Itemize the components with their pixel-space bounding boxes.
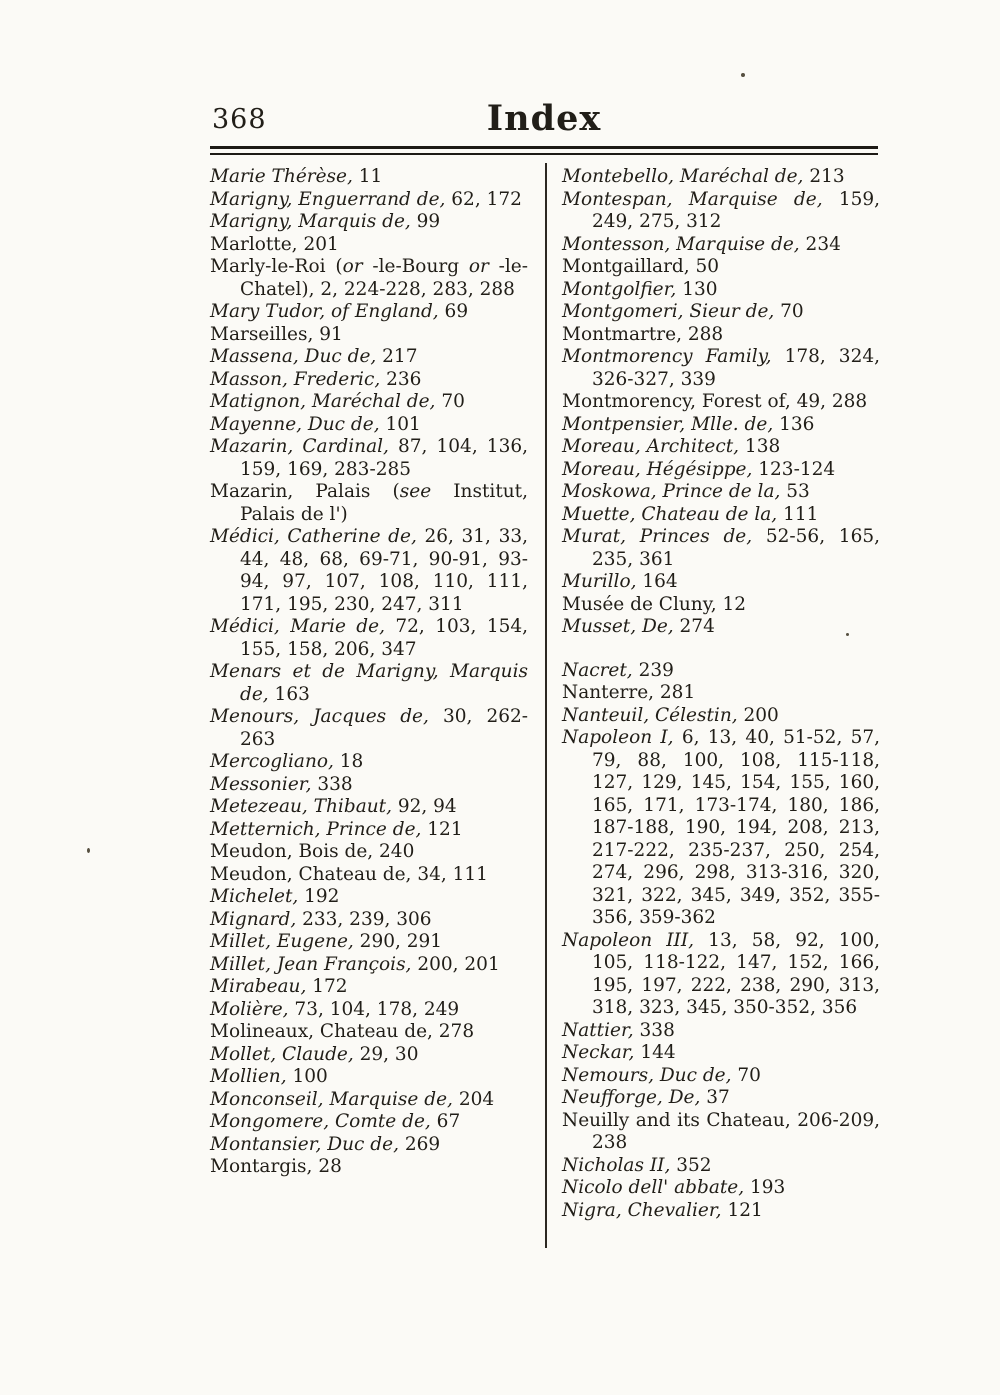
- index-entry: [562, 391, 880, 414]
- index-entry: [210, 976, 528, 999]
- index-entry: [562, 324, 880, 347]
- entry-name: Montgomeri, Sieur de,: [562, 301, 775, 322]
- entry-name: Montespan, Marquise de,: [562, 188, 823, 210]
- index-entry: [562, 727, 880, 930]
- entry-name: Muette, Chateau de la,: [562, 503, 778, 525]
- entry-text: Mazarin, Palais (: [210, 481, 400, 502]
- entry-text: Meudon, Chateau de, 34, 111: [210, 863, 488, 885]
- index-entry: [562, 414, 880, 437]
- index-entry: [562, 166, 880, 189]
- index-entry: [562, 189, 880, 234]
- entry-text: 338: [311, 773, 353, 795]
- entry-text: -le-Chatel), 2, 224-228, 283, 288: [240, 256, 529, 300]
- index-entry: [210, 886, 528, 909]
- index-entry: [210, 999, 528, 1022]
- entry-text: Nanterre, 281: [562, 682, 696, 703]
- index-entry: [562, 1110, 880, 1155]
- entry-name: Marigny, Marquis de,: [210, 211, 411, 232]
- index-entry: [562, 346, 880, 391]
- entry-text: 236: [380, 368, 422, 390]
- entry-name: Mary Tudor, of England,: [210, 301, 439, 322]
- entry-name: Molière,: [210, 998, 289, 1020]
- index-entry: [210, 189, 528, 212]
- entry-name: Montmorency Family,: [562, 346, 772, 367]
- entry-name: Mollien,: [210, 1066, 287, 1087]
- entry-text: 73, 104, 178, 249: [288, 998, 460, 1020]
- entry-name: Montansier, Duc de,: [210, 1133, 399, 1155]
- entry-text: 164: [636, 571, 678, 592]
- entry-text: 18: [333, 751, 364, 772]
- entry-name: Michelet,: [210, 886, 299, 907]
- entry-name: Nattier,: [562, 1019, 634, 1041]
- index-entry: [210, 481, 528, 526]
- entry-name: Murat, Princes de,: [562, 526, 753, 547]
- index-entry: [562, 504, 880, 527]
- index-entry: [562, 594, 880, 617]
- index-entry: [562, 481, 880, 504]
- scan-speck: [741, 73, 745, 77]
- entry-text: 70: [435, 391, 465, 412]
- index-entry: [210, 234, 528, 257]
- entry-text: Marlotte, 201: [210, 233, 339, 255]
- entry-text: Montgaillard, 50: [562, 256, 720, 277]
- entry-name: Napoleon I,: [562, 727, 674, 748]
- entry-name: Masson, Frederic,: [210, 368, 381, 390]
- entry-text: 192: [298, 886, 340, 907]
- index-entry: [210, 706, 528, 751]
- index-entry: [210, 324, 528, 347]
- entry-name: Massena, Duc de,: [210, 346, 377, 367]
- index-entry: [562, 682, 880, 705]
- entry-text: 193: [744, 1177, 786, 1198]
- index-entry: [562, 436, 880, 459]
- index-entry: [562, 459, 880, 482]
- index-entry: [210, 391, 528, 414]
- index-entry: [210, 841, 528, 864]
- index-entry: [210, 954, 528, 977]
- index-entry: [210, 1089, 528, 1112]
- index-entry: [210, 1111, 528, 1134]
- scan-speck: [87, 848, 90, 853]
- index-entry: [210, 1156, 528, 1179]
- entry-text: 52-56, 165, 235, 361: [592, 526, 881, 570]
- index-entry: [210, 256, 528, 301]
- entry-text: 53: [780, 481, 810, 502]
- entry-name: Metezeau, Thibaut,: [210, 796, 392, 817]
- column-divider: [545, 163, 547, 1248]
- index-entry: [562, 1200, 880, 1223]
- entry-text: 30, 262-263: [240, 706, 529, 750]
- index-column-right: [562, 166, 880, 1222]
- index-entry: [210, 346, 528, 369]
- index-entry: [210, 436, 528, 481]
- index-entry: [210, 1134, 528, 1157]
- entry-text: Meudon, Bois de, 240: [210, 841, 415, 862]
- entry-text: 70: [774, 301, 804, 322]
- entry-text: Marly-le-Roi (: [210, 256, 343, 277]
- entry-text: 130: [676, 278, 718, 300]
- index-entry: [210, 616, 528, 661]
- entry-name: Médici, Marie de,: [210, 616, 385, 637]
- entry-text: 138: [739, 436, 781, 457]
- index-entry: [562, 234, 880, 257]
- entry-text: 121: [721, 1199, 763, 1221]
- entry-text: -le-Bourg: [362, 256, 469, 277]
- index-entry: [210, 301, 528, 324]
- entry-text: 200, 201: [411, 953, 500, 975]
- entry-name: Montgolfier,: [562, 278, 677, 300]
- index-entry: [210, 166, 528, 189]
- entry-name: Mignard,: [210, 908, 297, 930]
- entry-text: Musée de Cluny, 12: [562, 593, 746, 615]
- entry-name: Millet, Jean François,: [210, 953, 412, 975]
- entry-name: Murillo,: [562, 571, 637, 592]
- entry-name: Monconseil, Marquise de,: [210, 1088, 453, 1110]
- entry-text: 11: [352, 166, 383, 187]
- entry-text: 13, 58, 92, 100, 105, 118-122, 147, 152, 166, 195, 197, 222, 238, 290, 313, 318, 323, 345, 350-352, 356: [592, 929, 880, 1018]
- header-rule-top: [210, 146, 878, 149]
- index-entry: [210, 1066, 528, 1089]
- entry-name: Marie Thérèse,: [210, 166, 353, 187]
- entry-name: Nigra, Chevalier,: [562, 1199, 722, 1221]
- entry-text: 239: [632, 659, 674, 681]
- entry-text: 213: [803, 166, 845, 187]
- entry-name: Metternich, Prince de,: [210, 818, 422, 840]
- entry-name: Montebello, Maréchal de,: [562, 166, 804, 187]
- index-entry: [562, 1155, 880, 1178]
- entry-name: Napoleon III,: [562, 929, 695, 951]
- entry-text: 290, 291: [353, 931, 443, 952]
- index-entry: [562, 301, 880, 324]
- index-entry: [210, 796, 528, 819]
- entry-name: Nacret,: [562, 659, 633, 681]
- index-entry: [562, 705, 880, 728]
- scan-speck: [846, 633, 849, 636]
- entry-name: Neckar,: [562, 1042, 635, 1063]
- entry-name: Mirabeau,: [210, 976, 307, 997]
- entry-text: Montargis, 28: [210, 1156, 342, 1177]
- index-entry: [210, 414, 528, 437]
- entry-name: Matignon, Maréchal de,: [210, 391, 436, 412]
- entry-name: Menars et de Marigny, Marquis de,: [210, 661, 528, 705]
- entry-text: Marseilles, 91: [210, 323, 343, 345]
- entry-text: 121: [421, 818, 463, 840]
- entry-name: Menours, Jacques de,: [210, 706, 429, 727]
- entry-text: 217: [376, 346, 418, 367]
- entry-name: Marigny, Enguerrand de,: [210, 188, 446, 210]
- entry-name: Moskowa, Prince de la,: [562, 481, 781, 502]
- index-entry: [562, 256, 880, 279]
- entry-name: Mongomere, Comte de,: [210, 1111, 431, 1132]
- entry-name: Musset, De,: [562, 616, 674, 637]
- entry-name: Nicolo dell' abbate,: [562, 1177, 745, 1198]
- index-entry: [210, 751, 528, 774]
- index-column-left: [210, 166, 528, 1179]
- index-entry: [210, 1044, 528, 1067]
- entry-text: Molineaux, Chateau de, 278: [210, 1021, 475, 1042]
- entry-text: 67: [430, 1111, 461, 1132]
- entry-name: Mayenne, Duc de,: [210, 413, 380, 435]
- entry-text: 87, 104, 136, 159, 169, 283-285: [240, 436, 528, 480]
- entry-text: 204: [452, 1088, 495, 1110]
- index-entry: [210, 661, 528, 706]
- entry-text: 92, 94: [391, 796, 457, 817]
- entry-name: Mazarin, Cardinal,: [210, 436, 389, 457]
- page-title: Index: [486, 98, 602, 139]
- entry-text: 6, 13, 40, 51-52, 57, 79, 88, 100, 108, 115-118, 127, 129, 145, 154, 155, 160, 165, 171, 173-174, 180, 186, 187-188, 190, 194, 208, 213, 217-222, 235-237, 250, 254, 274, 296, 298, 313-316, 320, 321, 322, 345, 349, 352, 355-356, 359-362: [592, 727, 881, 928]
- index-entry: [562, 571, 880, 594]
- header-rule-bottom: [210, 153, 878, 155]
- entry-text: 163: [268, 683, 310, 705]
- entry-name: Montesson, Marquise de,: [562, 233, 800, 255]
- entry-text: 159, 249, 275, 312: [592, 188, 881, 232]
- entry-text: 234: [799, 233, 841, 255]
- index-entry: [210, 774, 528, 797]
- entry-text: Montmorency, Forest of, 49, 288: [562, 391, 868, 412]
- entry-name: Neufforge, De,: [562, 1087, 701, 1108]
- entry-text: Institut, Palais de l'): [240, 481, 528, 525]
- entry-text: 99: [410, 211, 441, 232]
- entry-text: 200: [737, 704, 779, 726]
- entry-text: 62, 172: [445, 188, 522, 210]
- entry-name: Messonier,: [210, 773, 312, 795]
- entry-text: 70: [731, 1064, 761, 1086]
- entry-name: see: [399, 481, 432, 502]
- entry-text: Neuilly and its Chateau, 206-209, 238: [562, 1109, 880, 1153]
- index-entry: [562, 1177, 880, 1200]
- entry-name: Montpensier, Mlle. de,: [562, 413, 774, 435]
- entry-text: 101: [379, 413, 421, 435]
- entry-text: 233, 239, 306: [296, 908, 432, 930]
- entry-text: 136: [773, 413, 815, 435]
- entry-name: Mollet, Claude,: [210, 1043, 354, 1065]
- entry-text: 111: [777, 503, 819, 525]
- entry-text: 144: [634, 1042, 676, 1063]
- entry-name: Nicholas II,: [562, 1154, 671, 1176]
- entry-text: 172: [306, 976, 348, 997]
- index-entry: [562, 526, 880, 571]
- index-entry: [210, 211, 528, 234]
- entry-text: 100: [286, 1066, 328, 1087]
- entry-name: Moreau, Hégésippe,: [562, 458, 753, 480]
- index-entry: [562, 279, 880, 302]
- index-entry: [562, 1042, 880, 1065]
- entry-text: 29, 30: [353, 1043, 419, 1065]
- entry-name: Nanteuil, Célestin,: [562, 704, 738, 726]
- entry-text: 26, 31, 33, 44, 48, 68, 69-71, 90-91, 93-94, 97, 107, 108, 110, 111, 171, 195, 230, 247, 311: [240, 526, 528, 615]
- entry-text: 338: [633, 1019, 675, 1041]
- entry-name: Moreau, Architect,: [562, 436, 740, 457]
- entry-name: Millet, Eugene,: [210, 931, 354, 952]
- entry-name: Mercogliano,: [210, 751, 334, 772]
- index-entry: [210, 526, 528, 616]
- index-entry: [562, 616, 880, 639]
- entry-text: 37: [700, 1087, 730, 1108]
- entry-text: 269: [398, 1133, 441, 1155]
- entry-text: 69: [438, 301, 469, 322]
- index-entry: [562, 1065, 880, 1088]
- index-entry: [210, 1021, 528, 1044]
- entry-name: Médici, Catherine de,: [210, 526, 417, 547]
- entry-text: 123-124: [752, 458, 836, 480]
- index-entry: [210, 931, 528, 954]
- index-entry: [562, 930, 880, 1020]
- index-entry: [210, 819, 528, 842]
- entry-text: Montmartre, 288: [562, 323, 724, 345]
- entry-name: or: [468, 256, 489, 277]
- index-entry: [562, 1087, 880, 1110]
- page-number: 368: [212, 104, 267, 135]
- entry-text: 72, 103, 154, 155, 158, 206, 347: [240, 616, 529, 660]
- entry-name: Nemours, Duc de,: [562, 1064, 732, 1086]
- entry-text: 352: [670, 1154, 712, 1176]
- entry-text: 274: [673, 616, 715, 637]
- index-entry: [210, 369, 528, 392]
- index-entry: [562, 660, 880, 683]
- index-entry: [210, 864, 528, 887]
- entry-name: or: [342, 256, 363, 277]
- index-entry: [562, 1020, 880, 1043]
- index-entry: [210, 909, 528, 932]
- entry-text: 178, 324, 326-327, 339: [592, 346, 880, 390]
